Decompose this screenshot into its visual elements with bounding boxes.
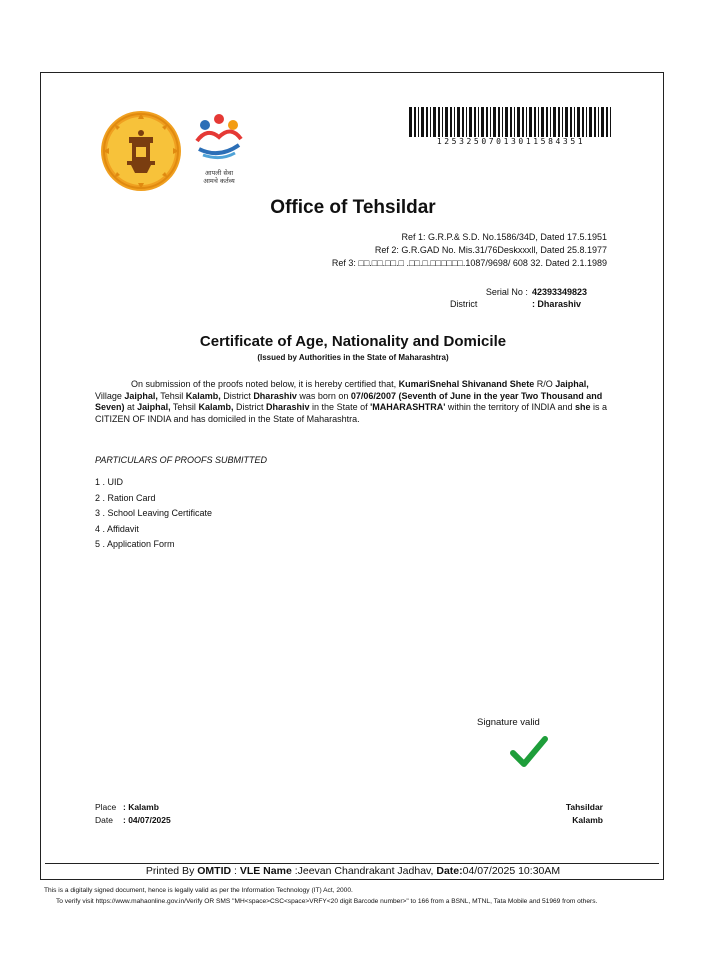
- barcode-bar: [606, 107, 608, 137]
- barcode: [409, 107, 613, 137]
- barcode-bar: [493, 107, 496, 137]
- barcode-bar: [594, 107, 596, 137]
- tagline-line-1: आपली सेवा: [204, 169, 234, 177]
- barcode-bar: [442, 107, 443, 137]
- barcode-bar: [577, 107, 580, 137]
- district-text-value: Dharashiv: [253, 390, 297, 401]
- printed-by-line: [41, 865, 665, 877]
- village-value: Jaiphal,: [124, 390, 158, 401]
- barcode-bar: [486, 107, 488, 137]
- barcode-bar: [466, 107, 467, 137]
- barcode-bar: [582, 107, 584, 137]
- barcode-number: 125325070130115843​51: [436, 137, 586, 146]
- authority-location: Kalamb: [572, 815, 603, 825]
- body-end: is a CITIZEN OF INDIA and has domiciled in the State of Maharashtra.: [95, 402, 608, 424]
- check-icon: [509, 731, 549, 771]
- barcode-bar: [457, 107, 460, 137]
- barcode-bar: [409, 107, 412, 137]
- particulars-heading: PARTICULARS OF PROOFS SUBMITTED: [95, 455, 268, 465]
- footnote: [44, 886, 674, 907]
- list-item: 3 . School Leaving Certificate: [95, 508, 213, 518]
- village-label: Village: [95, 390, 122, 401]
- tehsil-value-2: Kalamb,: [198, 402, 234, 412]
- printed-prefix: Printed By: [145, 865, 195, 877]
- barcode-bar: [445, 107, 448, 137]
- barcode-bar: [558, 107, 560, 137]
- barcode-bar: [589, 107, 592, 137]
- tehsil-label: Tehsil: [160, 390, 184, 401]
- certificate-frame: [40, 72, 664, 880]
- residence-village: Jaiphal,: [555, 379, 589, 389]
- state-pre-text: in the State of: [312, 402, 368, 412]
- barcode-bar: [481, 107, 484, 137]
- barcode-bar: [514, 107, 515, 137]
- tagline-line-2: आमचे कर्तव्य: [203, 177, 235, 185]
- barcode-bar: [610, 107, 611, 137]
- barcode-bar: [550, 107, 551, 137]
- barcode-bar: [598, 107, 599, 137]
- barcode-bar: [522, 107, 524, 137]
- certificate-subtitle: (Issued by Authorities in the State of Maharashtra): [257, 353, 449, 362]
- within-text: within the territory of INDIA and: [447, 402, 573, 412]
- barcode-bar: [562, 107, 563, 137]
- barcode-bar: [450, 107, 452, 137]
- maharashtra-seal-logo: [99, 109, 183, 193]
- vle-label: VLE Name: [239, 865, 292, 877]
- list-item: 2 . Ration Card: [95, 492, 156, 503]
- pronoun: she: [574, 402, 591, 412]
- ref-3: Ref 3: □□.□□.□□.□ .□□.□.□□□□□□.1087/9698/ 608 32. Dated 2.1.1989: [331, 258, 607, 268]
- place-date-block: [95, 801, 171, 827]
- barcode-bar: [538, 107, 539, 137]
- printed-date-label: Date:: [436, 865, 463, 877]
- barcode-bar: [414, 107, 416, 137]
- barcode-bar: [546, 107, 548, 137]
- barcode-bar: [474, 107, 476, 137]
- ref-2: Ref 2: G.R.GAD No. Mis.31/76Deskxxxll, Dated 25.8.1977: [374, 245, 607, 255]
- barcode-bar: [498, 107, 500, 137]
- at-text: at: [127, 402, 135, 412]
- holder-name: KumariSnehal Shivanand Shete: [398, 379, 535, 389]
- ref-1: Ref 1: G.R.P.& S.D. No.1586/34D, Dated 17.5.1951: [401, 232, 607, 242]
- footnote-line-1: This is a digitally signed document, hence is legally valid as per the Information Technology (IT) Act, 2000.: [44, 887, 353, 894]
- date-label: Date: [95, 815, 113, 825]
- barcode-bar: [462, 107, 464, 137]
- barcode-bar: [418, 107, 419, 137]
- body-intro: On submission of the proofs noted below, it is hereby certified that,: [131, 379, 397, 389]
- date-of-birth: 07/06/2007 (Seventh of June in the year Two Thousand and Seven): [95, 390, 603, 412]
- barcode-bar: [490, 107, 491, 137]
- barcode-bar: [534, 107, 536, 137]
- barcode-bar: [565, 107, 568, 137]
- list-item: 5 . Application Form: [95, 539, 175, 549]
- barcode-bar: [478, 107, 479, 137]
- barcode-bar: [505, 107, 508, 137]
- vle-name: :Jeevan Chandrakant Jadhav,: [291, 865, 437, 877]
- omtid-label: OMTID: [197, 865, 232, 877]
- separator: :: [231, 865, 240, 877]
- barcode-bar: [553, 107, 556, 137]
- barcode-bar: [421, 107, 424, 137]
- barcode-bar: [502, 107, 503, 137]
- district-value-2: Dharashiv: [266, 402, 310, 412]
- barcode-bar: [601, 107, 604, 137]
- district-label: District: [449, 299, 478, 309]
- barcode-bar: [426, 107, 428, 137]
- proofs-list: [95, 477, 212, 555]
- divider: [45, 863, 659, 864]
- district-label-2: District: [235, 402, 264, 412]
- barcode-bar: [433, 107, 436, 137]
- barcode-bar: [430, 107, 431, 137]
- born-text: was born on: [299, 390, 349, 401]
- footnote-line-2: To verify visit https://www.mahaonline.gov.in/Verify OR SMS "MH<space>CSC<space>VRFY<20 digit Barcode number>" to 166 from a BSNL, MTNL, Tata Mobile and 51969 from others.: [56, 897, 598, 905]
- list-item: 1 . UID: [95, 477, 124, 487]
- body-ro: R/O: [536, 379, 553, 389]
- barcode-bar: [526, 107, 527, 137]
- office-title: Office of Tehsildar: [270, 197, 436, 218]
- barcode-bar: [469, 107, 472, 137]
- references: [332, 231, 607, 270]
- barcode-bar: [541, 107, 544, 137]
- barcode-bar: [510, 107, 512, 137]
- serial-block: [448, 286, 587, 310]
- place-label: Place: [95, 802, 117, 812]
- birth-place: Jaiphal,: [137, 402, 171, 412]
- barcode-bar: [517, 107, 520, 137]
- barcode-bar: [438, 107, 440, 137]
- place-value: : Kalamb: [123, 802, 159, 812]
- authority-block: [566, 801, 603, 827]
- barcode-bar: [570, 107, 572, 137]
- signature-status: Signature valid: [477, 717, 540, 728]
- serial-value: 42393349823: [531, 287, 587, 297]
- barcode-bar: [529, 107, 532, 137]
- aaple-sarkar-tagline: [191, 169, 247, 185]
- date-value: : 04/07/2025: [123, 815, 171, 825]
- barcode-bar: [574, 107, 575, 137]
- district-value: : Dharashiv: [531, 299, 581, 309]
- barcode-bar: [586, 107, 587, 137]
- serial-label: Serial No :: [485, 287, 528, 297]
- tehsil-value: Kalamb,: [185, 390, 221, 401]
- district-text-label: District: [223, 390, 251, 401]
- authority-title: Tahsildar: [565, 802, 603, 812]
- certificate-body: [95, 379, 609, 425]
- certificate-title: Certificate of Age, Nationality and Domicile: [199, 333, 507, 350]
- printed-date-value: 04/07/2025 10:30AM: [462, 865, 561, 877]
- list-item: 4 . Affidavit: [95, 523, 139, 534]
- tehsil-label-2: Tehsil: [172, 402, 196, 412]
- barcode-bar: [454, 107, 455, 137]
- state-value: 'MAHARASHTRA': [370, 402, 446, 412]
